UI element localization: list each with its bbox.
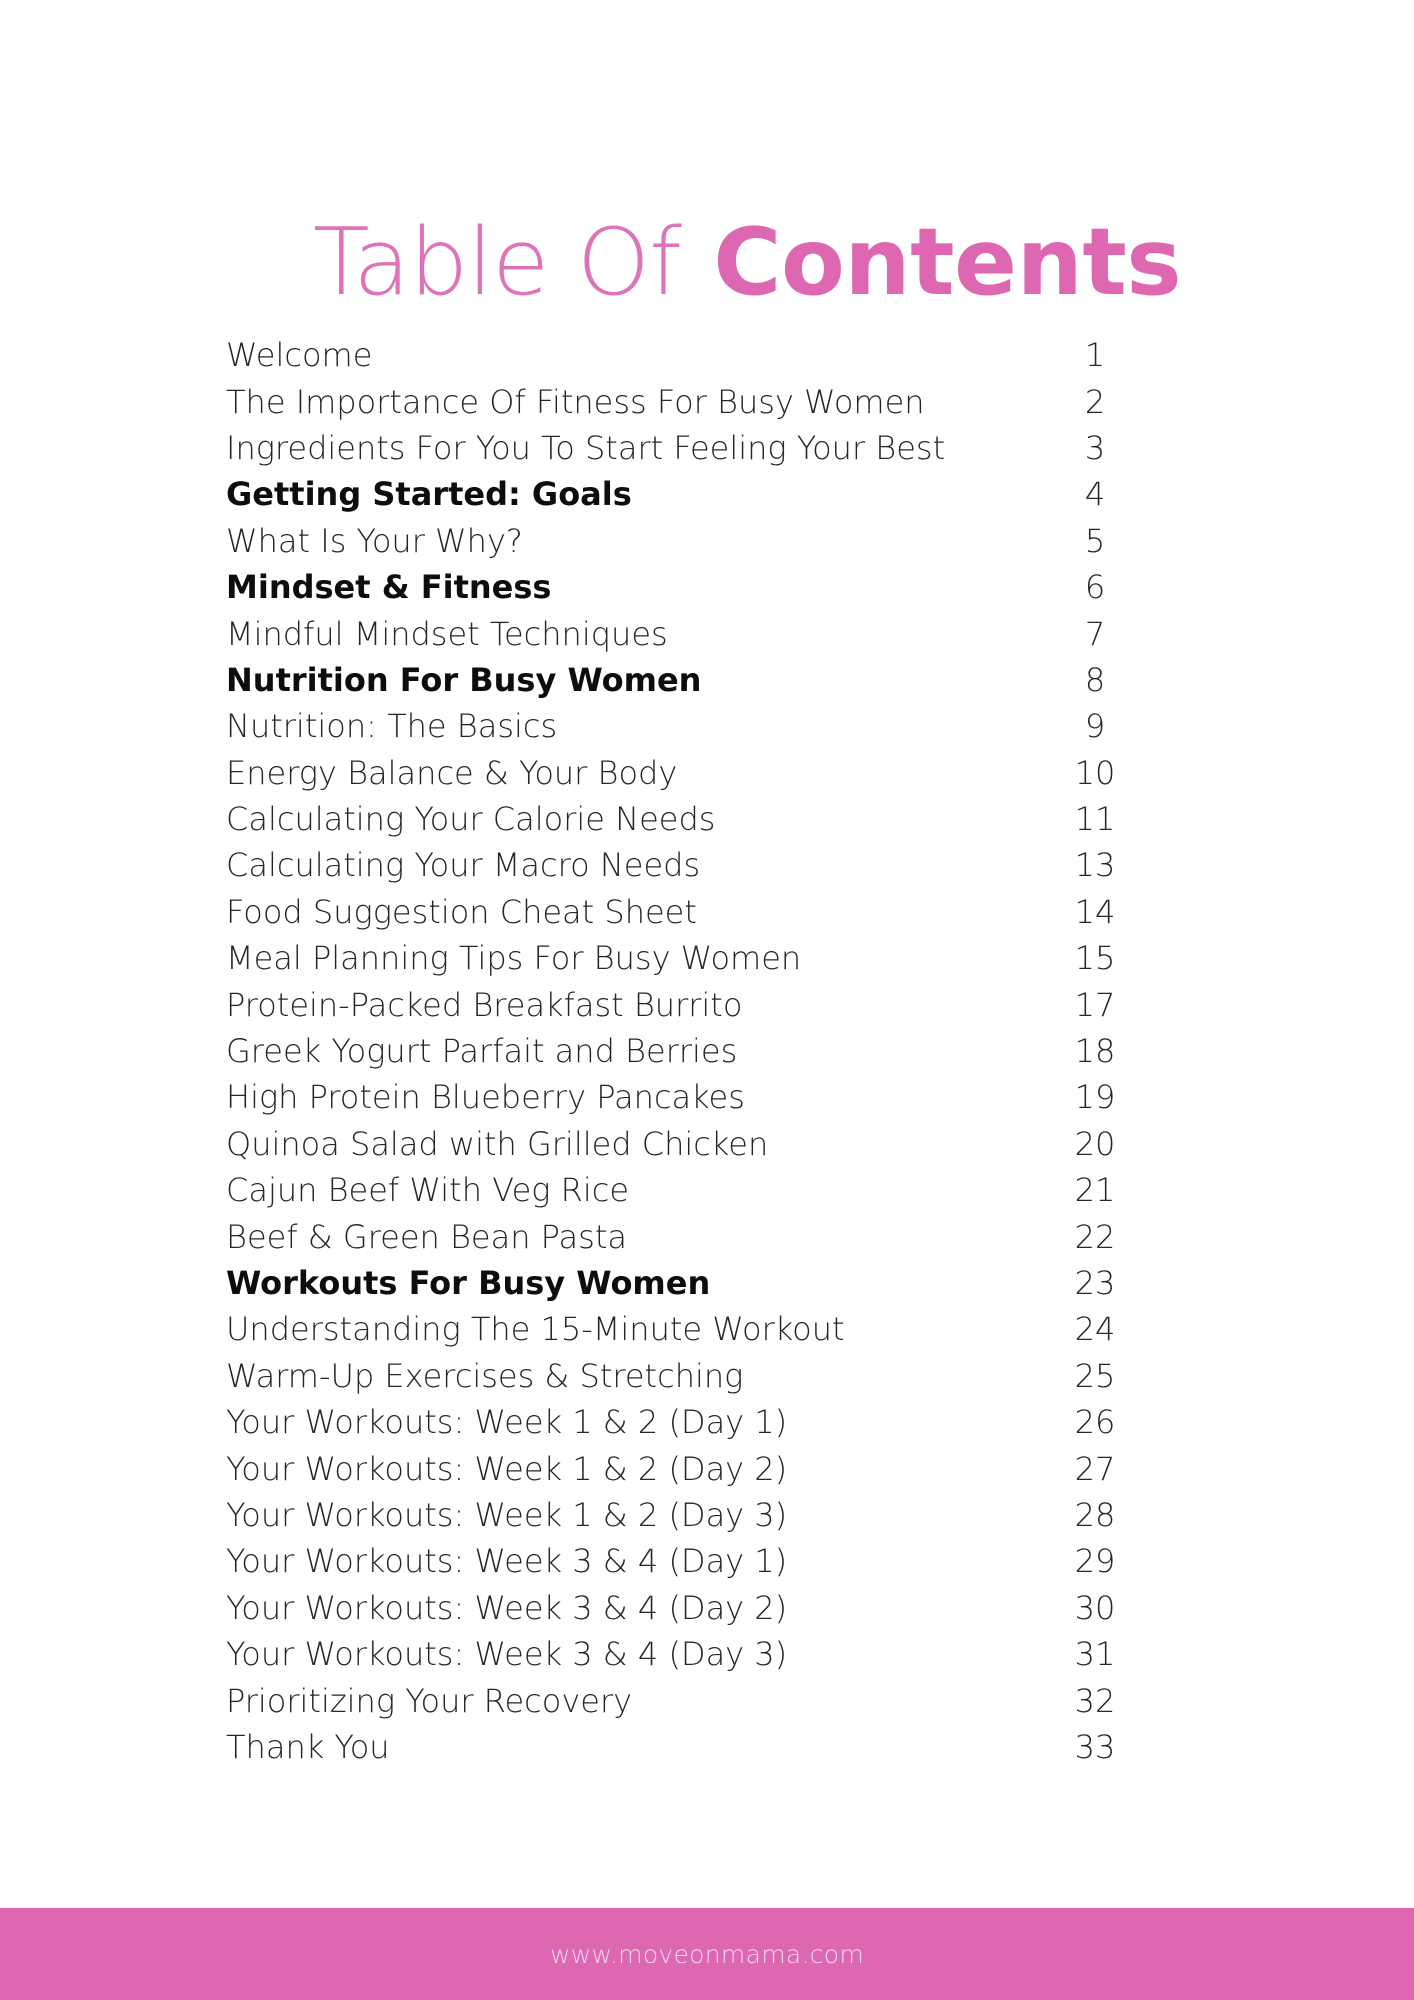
footer-bar [0, 1908, 1414, 2000]
toc-entry-title: Quinoa Salad with Grilled Chicken [226, 1124, 769, 1163]
toc-entry-page-number: 22 [1074, 1217, 1116, 1256]
toc-entry-page-number: 13 [1074, 846, 1116, 885]
toc-entry[interactable] [226, 1167, 1156, 1213]
toc-entry-title: Your Workouts: Week 1 & 2 (Day 2) [226, 1449, 788, 1488]
toc-entry-page-number: 7 [1084, 614, 1106, 653]
toc-entry-page-number: 21 [1074, 1171, 1116, 1210]
toc-entry-title: Your Workouts: Week 3 & 4 (Day 2) [226, 1588, 788, 1627]
toc-entry-page-number: 9 [1084, 707, 1106, 746]
toc-entry-page-number: 27 [1074, 1449, 1116, 1488]
table-of-contents [226, 332, 1156, 1770]
page-title [0, 202, 1414, 322]
toc-entry-page-number: 25 [1074, 1356, 1116, 1395]
toc-entry[interactable] [226, 1631, 1156, 1677]
toc-entry[interactable] [226, 657, 1156, 703]
toc-entry-page-number: 18 [1074, 1032, 1116, 1071]
toc-entry-page-number: 19 [1074, 1078, 1116, 1117]
toc-entry-title: Mindful Mindset Techniques [226, 614, 668, 653]
toc-entry[interactable] [226, 610, 1156, 656]
toc-entry-title: Your Workouts: Week 3 & 4 (Day 3) [226, 1635, 788, 1674]
toc-entry-title: Calculating Your Macro Needs [226, 846, 701, 885]
toc-entry-page-number: 24 [1074, 1310, 1116, 1349]
toc-entry[interactable] [226, 378, 1156, 424]
toc-entry-title: Nutrition For Busy Women [226, 660, 702, 699]
toc-entry[interactable] [226, 796, 1156, 842]
toc-entry-title: Your Workouts: Week 1 & 2 (Day 3) [226, 1495, 788, 1534]
page-title-light: Table Of [312, 208, 681, 317]
toc-entry[interactable] [226, 889, 1156, 935]
toc-entry[interactable] [226, 518, 1156, 564]
toc-entry-page-number: 3 [1084, 428, 1106, 467]
toc-entry-title: Cajun Beef With Veg Rice [226, 1171, 630, 1210]
toc-entry-page-number: 10 [1074, 753, 1116, 792]
toc-entry-title: Getting Started: Goals [226, 475, 632, 514]
toc-entry-title: Welcome [226, 336, 373, 375]
toc-entry[interactable] [226, 1445, 1156, 1491]
toc-entry-page-number: 4 [1084, 475, 1106, 514]
toc-entry[interactable] [226, 703, 1156, 749]
toc-entry-page-number: 5 [1084, 521, 1106, 560]
toc-entry-page-number: 31 [1074, 1635, 1116, 1674]
toc-entry-title: Your Workouts: Week 3 & 4 (Day 1) [226, 1542, 788, 1581]
toc-entry-title: Calculating Your Calorie Needs [226, 800, 716, 839]
toc-entry-title: Your Workouts: Week 1 & 2 (Day 1) [226, 1403, 788, 1442]
toc-entry-title: Prioritizing Your Recovery [226, 1681, 633, 1720]
toc-entry-page-number: 8 [1084, 660, 1106, 699]
toc-entry-title: Meal Planning Tips For Busy Women [226, 939, 802, 978]
toc-entry[interactable] [226, 471, 1156, 517]
footer-website-link[interactable]: www.moveonmama.com [549, 1939, 865, 1969]
toc-entry-title: High Protein Blueberry Pancakes [226, 1078, 745, 1117]
toc-entry-page-number: 15 [1074, 939, 1116, 978]
toc-entry-page-number: 1 [1084, 336, 1106, 375]
toc-entry[interactable] [226, 1353, 1156, 1399]
toc-entry-page-number: 14 [1074, 892, 1116, 931]
toc-entry-page-number: 17 [1074, 985, 1116, 1024]
toc-entry[interactable] [226, 332, 1156, 378]
toc-entry-page-number: 29 [1074, 1542, 1116, 1581]
toc-entry[interactable] [226, 425, 1156, 471]
page-title-bold: Contents [713, 208, 1182, 317]
toc-entry-page-number: 28 [1074, 1495, 1116, 1534]
toc-entry-title: Understanding The 15-Minute Workout [226, 1310, 845, 1349]
toc-entry-title: Ingredients For You To Start Feeling Your Best [226, 428, 946, 467]
toc-entry[interactable] [226, 1399, 1156, 1445]
toc-entry[interactable] [226, 1028, 1156, 1074]
toc-entry-page-number: 26 [1074, 1403, 1116, 1442]
toc-entry-title: Beef & Green Bean Pasta [226, 1217, 627, 1256]
toc-entry[interactable] [226, 981, 1156, 1027]
toc-entry-title: The Importance Of Fitness For Busy Women [226, 382, 925, 421]
toc-entry[interactable] [226, 1724, 1156, 1770]
toc-entry[interactable] [226, 842, 1156, 888]
toc-entry[interactable] [226, 1121, 1156, 1167]
toc-entry-page-number: 2 [1084, 382, 1106, 421]
toc-entry[interactable] [226, 1492, 1156, 1538]
toc-entry-title: Energy Balance & Your Body [226, 753, 678, 792]
toc-entry[interactable] [226, 1306, 1156, 1352]
toc-entry[interactable] [226, 935, 1156, 981]
toc-entry-page-number: 30 [1074, 1588, 1116, 1627]
toc-entry-title: Protein-Packed Breakfast Burrito [226, 985, 743, 1024]
toc-entry[interactable] [226, 564, 1156, 610]
toc-entry-title: Food Suggestion Cheat Sheet [226, 892, 697, 931]
toc-entry-page-number: 32 [1074, 1681, 1116, 1720]
toc-entry-page-number: 23 [1074, 1264, 1116, 1302]
toc-entry-title: What Is Your Why? [226, 521, 523, 560]
toc-entry[interactable] [226, 1538, 1156, 1584]
toc-entry[interactable] [226, 750, 1156, 796]
toc-entry-page-number: 11 [1074, 800, 1116, 839]
toc-entry[interactable] [226, 1677, 1156, 1723]
toc-entry-page-number: 20 [1074, 1124, 1116, 1163]
toc-entry[interactable] [226, 1585, 1156, 1631]
toc-entry-page-number: 6 [1084, 568, 1106, 607]
toc-entry[interactable] [226, 1213, 1156, 1259]
toc-entry-title: Nutrition: The Basics [226, 707, 558, 746]
toc-entry-title: Mindset & Fitness [226, 568, 552, 607]
toc-entry-page-number: 33 [1074, 1727, 1116, 1766]
toc-entry[interactable] [226, 1074, 1156, 1120]
toc-entry[interactable] [226, 1260, 1156, 1306]
toc-entry-title: Warm-Up Exercises & Stretching [226, 1356, 744, 1395]
toc-entry-title: Thank You [226, 1727, 390, 1766]
toc-entry-title: Greek Yogurt Parfait and Berries [226, 1032, 738, 1071]
toc-entry-title: Workouts For Busy Women [226, 1264, 711, 1302]
